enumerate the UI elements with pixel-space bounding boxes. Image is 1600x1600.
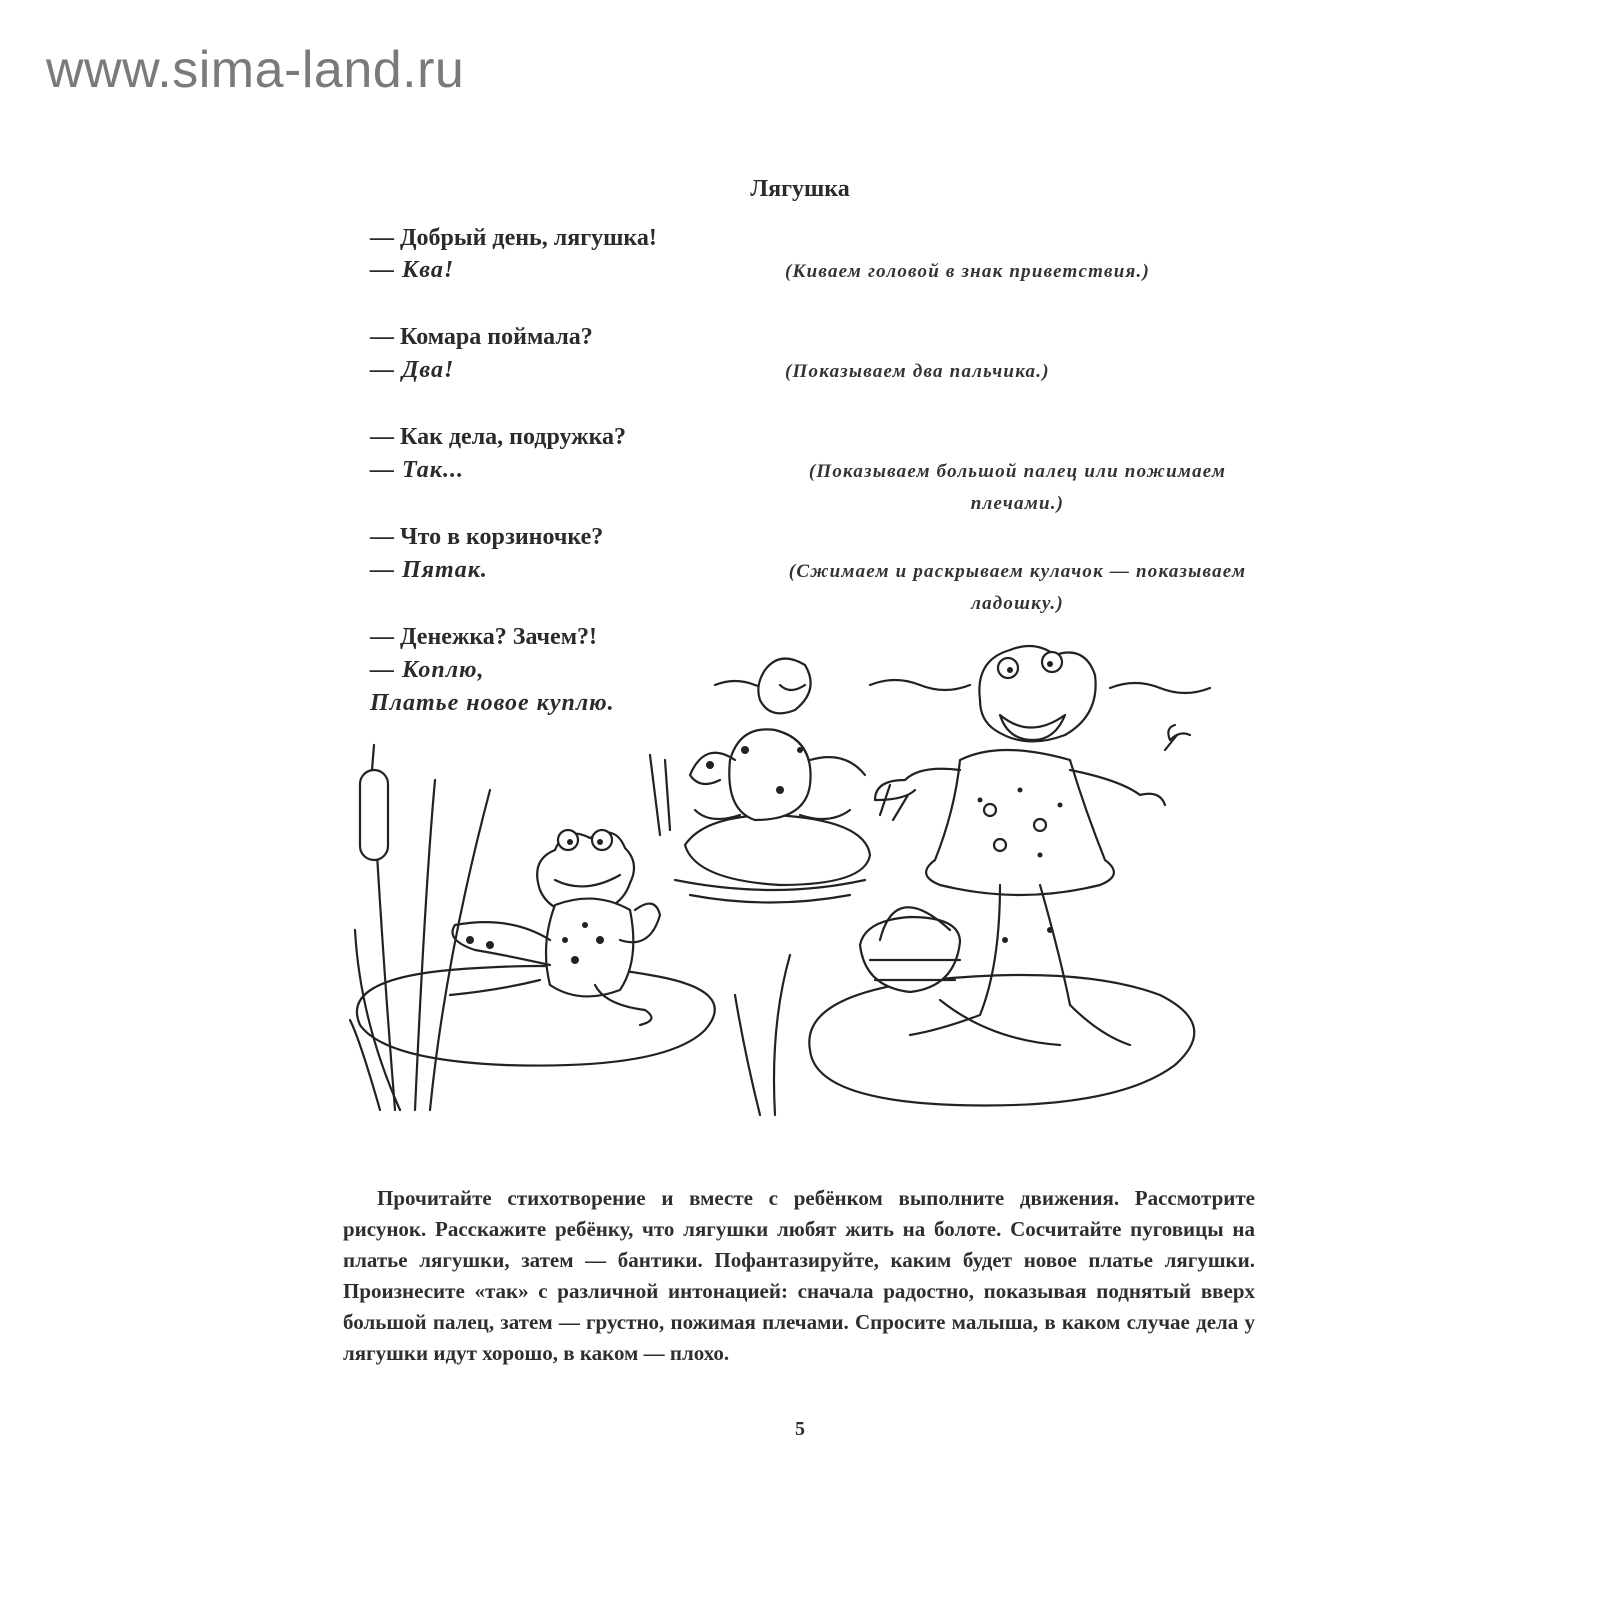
poem-line: — Как дела, подружка?: [370, 424, 627, 450]
frogs-illustration: [340, 640, 1260, 1140]
poem-line: — Добрый день, лягушка!: [370, 225, 657, 251]
stage-note: (Сжимаем и раскрываем кулачок — показываем ладошку.): [788, 561, 1247, 614]
poem-line: — Так...: [370, 457, 464, 483]
watermark-text: www.sima-land.ru: [46, 41, 465, 99]
poem-line: Платье новое куплю.: [370, 690, 615, 716]
poem-line: — Ква!: [370, 257, 455, 283]
instructions-paragraph: Прочитайте стихотворение и вместе с ребёнком выполните движения. Рассмотрите рисунок. Расскажите ребёнку, что лягушки любят жить на болоте. Сосчитайте пуговицы на платье лягушки, затем — бантики. Пофантазируйте, каким будет новое платье лягушки. Произнесите «так» с различной интонацией: сначала радостно, показывая поднятый вверх большой палец, затем — грустно, пожимая плечами. Спросите малыша, в каком случае дела у лягушки идут хорошо, в каком — плохо.: [343, 1186, 1255, 1365]
poem-line: — Два!: [370, 357, 455, 383]
stage-note: (Киваем головой в знак приветствия.): [785, 261, 1150, 282]
poem-line: — Коплю,: [370, 657, 485, 683]
page-number: 5: [795, 1418, 805, 1440]
poem-title: Лягушка: [750, 176, 850, 202]
stage-note: (Показываем большой палец или пожимаем плечами.): [808, 461, 1227, 514]
poem-line: — Пятак.: [370, 557, 488, 583]
stage-note: (Показываем два пальчика.): [785, 361, 1050, 382]
poem-line: — Денежка? Зачем?!: [370, 624, 598, 650]
poem-line: — Что в корзиночке?: [370, 524, 604, 550]
poem-line: — Комара поймала?: [370, 324, 593, 350]
